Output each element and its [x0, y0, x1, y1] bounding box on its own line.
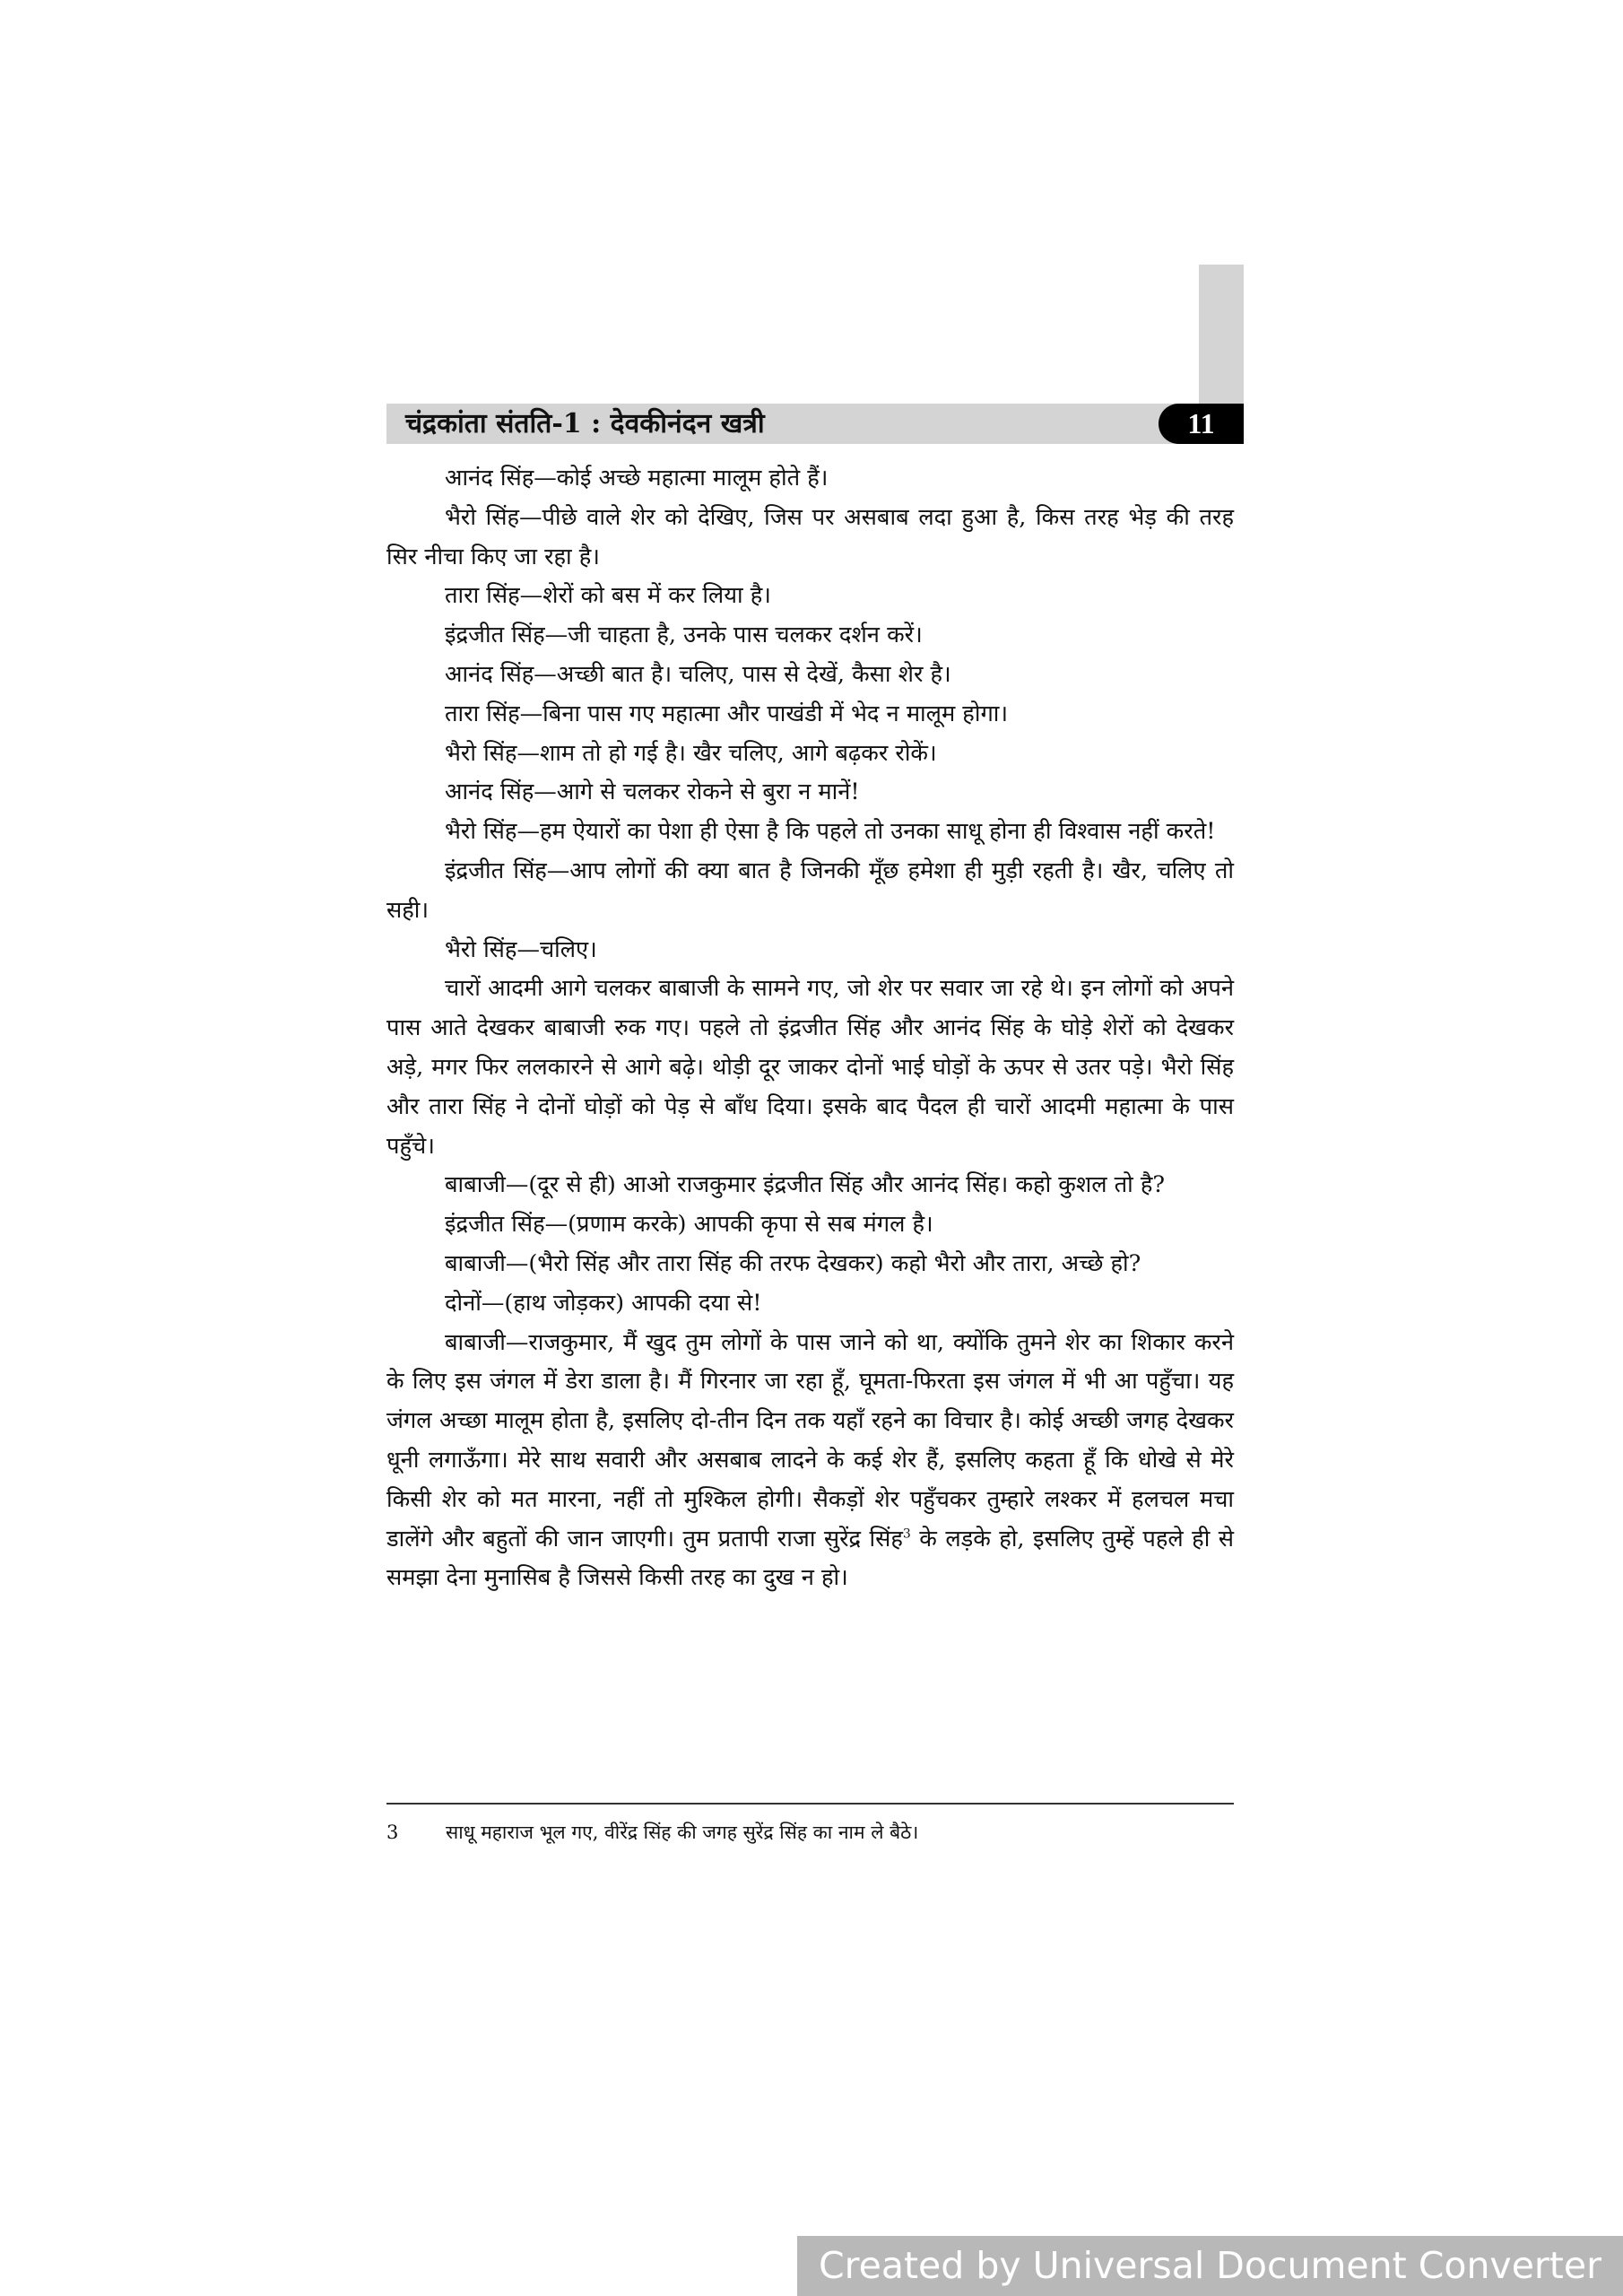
paragraph-text: बाबाजी—राजकुमार, मैं खुद तुम लोगों के पास जाने को था, क्योंकि तुमने शेर का शिकार करने के लिए इस जंगल में डेरा डाला है। मैं गिरनार जा रहा हूँ, घूमता-फिरता इस जंगल में भी आ पहुँचा। यह जंगल अच्छा मालूम होता है, इसलिए दो-तीन दिन तक यहाँ रहने का विचार है। कोई अच्छी जगह देखकर धूनी लगाऊँगा। मेरे साथ सवारी और असबाब लादने के कई शेर हैं, इसलिए कहता हूँ कि धोखे से मेरे किसी शेर को मत मारना, नहीं तो मुश्किल होगी। सैकड़ों शेर पहुँचकर तुम्हारे लश्कर में हलचल मचा डालेंगे और बहुतों की जान जाएगी। तुम प्रतापी राजा सुरेंद्र सिंह	[386, 1328, 1234, 1552]
footnote-number: 3	[386, 1822, 399, 1843]
paragraph: भैरो सिंह—शाम तो हो गई है। खैर चलिए, आगे बढ़कर रोकें।	[445, 739, 937, 767]
paragraph: भैरो सिंह—हम ऐयारों का पेशा ही ऐसा है कि पहले तो उनका साधू होना ही विश्वास नहीं करते!	[445, 818, 1216, 846]
paragraph: आनंद सिंह—आगे से चलकर रोकने से बुरा न मानें!	[445, 778, 860, 806]
footnote-divider	[386, 1803, 1234, 1805]
paragraph: चारों आदमी आगे चलकर बाबाजी के सामने गए, जो शेर पर सवार जा रहे थे। इन लोगों को अपने पास आते देखकर बाबाजी रुक गए। पहले तो इंद्रजीत सिंह और आनंद सिंह के घोड़े शेरों को देखकर अड़े, मगर फिर ललकारने से आगे बढ़े। थोड़ी दूर जाकर दोनों भाई घोड़ों के ऊपर से उतर पड़े। भैरो सिंह और तारा सिंह ने दोनों घोड़ों को पेड़ से बाँध दिया। इसके बाद पैदल ही चारों आदमी महात्मा के पास पहुँचे।	[386, 975, 1234, 1160]
paragraph: आनंद सिंह—कोई अच्छे महात्मा मालूम होते हैं।	[445, 465, 829, 491]
paragraph: दोनों—(हाथ जोड़कर) आपकी दया से!	[445, 1289, 762, 1317]
paragraph: इंद्रजीत सिंह—(प्रणाम करके) आपकी कृपा से सब मंगल है।	[445, 1211, 933, 1239]
paragraph: बाबाजी—(भैरो सिंह और तारा सिंह की तरफ देखकर) कहो भैरो और तारा, अच्छे हो?	[445, 1249, 1141, 1277]
converter-watermark: Created by Universal Document Converter	[797, 2236, 1623, 2296]
paragraph: आनंद सिंह—अच्छी बात है। चलिए, पास से देखें, कैसा शेर है।	[445, 660, 951, 688]
page-number-badge: 11	[1159, 404, 1244, 444]
footnote	[386, 1816, 1234, 1848]
paragraph: इंद्रजीत सिंह—जी चाहता है, उनके पास चलकर दर्शन करें।	[445, 622, 923, 649]
running-header-title: चंद्रकांता संतति-1 : देवकीनंदन खत्री	[405, 408, 765, 439]
paragraph-text: के लड़के हो, इसलिए तुम्हें पहले ही से समझा देना मुनासिब है जिससे किसी तरह का दुख न हो।	[386, 1525, 1234, 1592]
paragraph	[386, 1324, 1234, 1599]
paragraph: तारा सिंह—बिना पास गए महात्मा और पाखंडी में भेद न मालूम होगा।	[445, 700, 1009, 727]
paragraph: भैरो सिंह—पीछे वाले शेर को देखिए, जिस पर असबाब लदा हुआ है, किस तरह भेड़ की तरह सिर नीचा किए जा रहा है।	[386, 503, 1234, 570]
paragraph: इंद्रजीत सिंह—आप लोगों की क्या बात है जिनकी मूँछ हमेशा ही मुड़ी रहती है। खैर, चलिए तो सही।	[386, 857, 1234, 924]
footnote-text: साधू महाराज भूल गए, वीरेंद्र सिंह की जगह सुरेंद्र सिंह का नाम ले बैठे।	[446, 1822, 919, 1843]
footnote-reference[interactable]: 3	[902, 1526, 911, 1542]
paragraph: बाबाजी—(दूर से ही) आओ राजकुमार इंद्रजीत सिंह और आनंद सिंह। कहो कुशल तो है?	[445, 1171, 1166, 1199]
paragraph: भैरो सिंह—चलिए।	[445, 935, 597, 963]
paragraph: तारा सिंह—शेरों को बस में कर लिया है।	[445, 582, 771, 610]
body-text	[386, 459, 1234, 1598]
